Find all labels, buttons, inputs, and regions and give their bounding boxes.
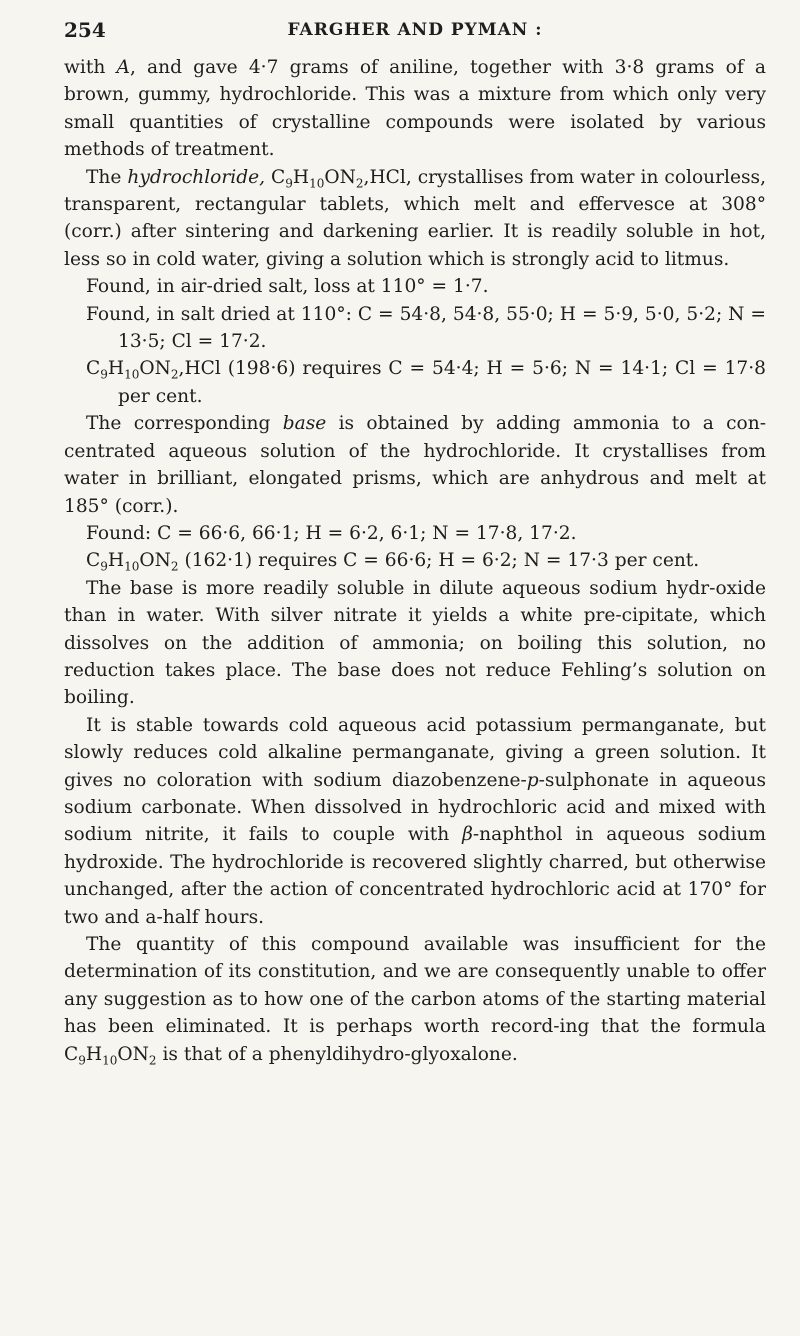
- text-run: H: [292, 166, 310, 188]
- text-run: (162·1) requires C = 66·6; H = 6·2; N = 17·3 per cent.: [178, 550, 700, 572]
- subscript: 2: [170, 560, 179, 575]
- paragraph-p9: [64, 575, 766, 712]
- subscript: 9: [100, 368, 108, 383]
- paragraph-p1: [64, 54, 766, 164]
- italic-text: hydrochloride,: [127, 166, 266, 188]
- paragraph-p6: [64, 410, 766, 520]
- paragraph-p2: [64, 164, 766, 274]
- subscript: 2: [148, 1053, 157, 1068]
- text-run: ON: [117, 1043, 149, 1065]
- subscript: 2: [170, 368, 179, 383]
- page-header: [64, 14, 766, 54]
- body-text: [64, 54, 766, 1068]
- text-run: -naphthol in aqueous sodium hydroxide. The hydrochloride is recovered slightly charred, but otherwise unchanged, after the action of concentrated hydrochloric acid at 170° for two and a-half hours.: [64, 824, 766, 928]
- paragraph-p3: [64, 273, 766, 300]
- text-run: , and gave 4·7 grams of aniline, together with 3·8 grams of a brown, gummy, hydrochloride. This was a mixture from which only very small quantities of crystalline compounds were isolated by various methods of treatment.: [64, 57, 766, 161]
- text-run: Found: C = 66·6, 66·1; H = 6·2, 6·1; N = 17·8, 17·2.: [86, 522, 577, 544]
- paragraph-p7: [64, 520, 766, 547]
- text-run: ON: [139, 550, 171, 572]
- text-run: It is stable towards cold aqueous acid potassium permanganate, but slowly reduces cold alkaline permanganate, giving a green solution. It gives no coloration with sodium diazobenzene-: [64, 714, 766, 791]
- subscript: 2: [355, 176, 364, 191]
- text-run: C: [265, 166, 286, 188]
- text-run: The quantity of this compound available was insufficient for the determination of its constitution, and we are consequently unable to offer any suggestion as to how one of the carbon atoms of the starting material has been eliminated. It is perhaps worth record-ing that the formula C: [64, 934, 766, 1065]
- paragraph-p8: [64, 547, 766, 574]
- italic-text: base: [282, 413, 327, 435]
- italic-text: β: [462, 824, 473, 846]
- text-run: H: [107, 550, 125, 572]
- text-run: ,HCl (198·6) requires C = 54·4; H = 5·6; N = 14·1; Cl = 17·8 per cent.: [118, 358, 766, 407]
- subscript: 10: [124, 560, 140, 575]
- text-run: is that of a phenyldihydro-glyoxalone.: [156, 1043, 518, 1065]
- paragraph-p4: [64, 301, 766, 356]
- text-run: The base is more readily soluble in dilute aqueous sodium hydr-oxide than in water. With silver nitrate it yields a white pre-cipitate, which dissolves on the addition of ammonia; on boiling this solution, no reduction takes place. The base does not reduce Fehling’s solution on boiling.: [64, 577, 766, 709]
- text-run: Found, in salt dried at 110°: C = 54·8, 54·8, 55·0; H = 5·9, 5·0, 5·2; N = 13·5; Cl = 17·2.: [86, 303, 766, 353]
- paragraph-p11: [64, 931, 766, 1068]
- text-run: The corresponding: [86, 413, 283, 435]
- text-run: ON: [139, 358, 171, 380]
- text-run: Found, in air-dried salt, loss at 110° = 1·7.: [86, 276, 489, 298]
- text-run: ,HCl, crystallises from water in colourless, transparent, rectangular tablets, which melt and effervesce at 308° (corr.) after sintering and darkening earlier. It is readily soluble in hot, less so in cold water, giving a solution which is strongly acid to litmus.: [64, 166, 766, 270]
- paragraph-p10: [64, 712, 766, 931]
- subscript: 10: [309, 176, 325, 191]
- subscript: 10: [124, 368, 140, 383]
- text-run: is obtained by adding ammonia to a con-centrated aqueous solution of the hydrochloride. It crystallises from water in brilliant, elongated prisms, which are anhydrous and melt at 185° (corr.).: [64, 413, 767, 517]
- text-run: -sulphonate in aqueous sodium carbonate. When dissolved in hydrochloric acid and mixed with sodium nitrite, it fails to couple with: [64, 769, 766, 846]
- paragraph-p5: [64, 355, 766, 410]
- subscript: 9: [78, 1053, 86, 1068]
- text-run: with: [64, 57, 117, 78]
- page-number: 254: [64, 18, 106, 42]
- subscript: 9: [285, 176, 293, 191]
- text-run: H: [85, 1043, 103, 1065]
- italic-text: p: [526, 769, 539, 791]
- text-run: C: [86, 358, 101, 380]
- subscript: 9: [100, 560, 108, 575]
- text-run: ON: [324, 166, 356, 188]
- text-run: H: [107, 358, 125, 380]
- text-run: C: [86, 550, 101, 572]
- subscript: 10: [102, 1053, 118, 1068]
- text-run: The: [86, 166, 128, 188]
- italic-text: A: [116, 57, 130, 78]
- running-head: FARGHER AND PYMAN :: [287, 20, 543, 40]
